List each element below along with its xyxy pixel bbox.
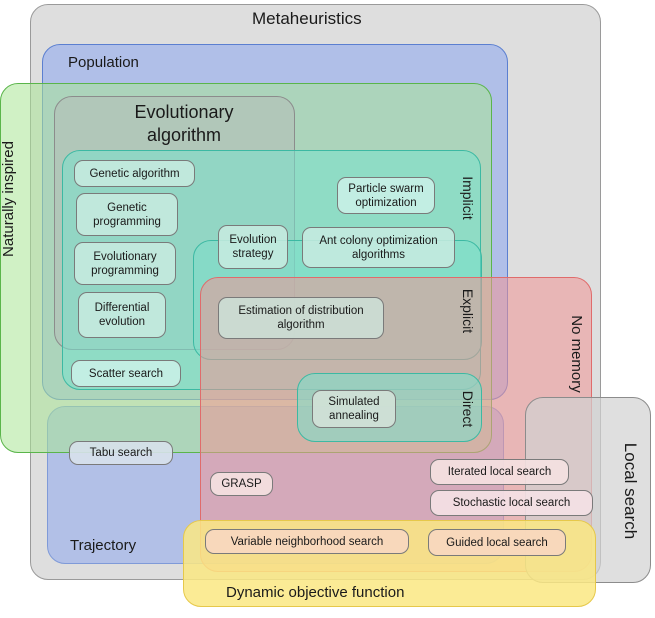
direct-label: Direct: [460, 390, 476, 428]
metaheuristics-label: Metaheuristics: [252, 9, 362, 28]
item-differential-evolution: Differential evolution: [78, 292, 166, 338]
item-variable-neighborhood-search: Variable neighborhood search: [205, 529, 409, 554]
item-estimation-of-distribution: Estimation of distribution algorithm: [218, 297, 384, 339]
item-genetic-programming: Genetic programming: [76, 193, 178, 236]
item-scatter-search: Scatter search: [71, 360, 181, 387]
trajectory-label: Trajectory: [70, 537, 137, 554]
naturally-inspired-label: Naturally inspired: [0, 141, 17, 257]
item-stochastic-local-search: Stochastic local search: [430, 490, 593, 516]
dynamic-objective-function-label: Dynamic objective function: [226, 584, 405, 601]
item-evolution-strategy: Evolution strategy: [218, 225, 288, 269]
explicit-label: Explicit: [460, 288, 476, 334]
item-grasp: GRASP: [210, 472, 273, 496]
no-memory-label: No memory: [568, 315, 585, 393]
item-ant-colony-optimization: Ant colony optimization algorithms: [302, 227, 455, 268]
item-simulated-annealing: Simulated annealing: [312, 390, 396, 428]
item-guided-local-search: Guided local search: [428, 529, 566, 556]
population-label: Population: [68, 54, 139, 71]
item-particle-swarm-optimization: Particle swarm optimization: [337, 177, 435, 214]
local-search-label: Local search: [621, 442, 640, 540]
item-tabu-search: Tabu search: [69, 441, 173, 465]
item-genetic-algorithm: Genetic algorithm: [74, 160, 195, 187]
evolutionary-algorithm-label: Evolutionary algorithm: [134, 102, 234, 145]
item-evolutionary-programming: Evolutionary programming: [74, 242, 176, 285]
item-iterated-local-search: Iterated local search: [430, 459, 569, 485]
implicit-label: Implicit: [460, 176, 476, 220]
